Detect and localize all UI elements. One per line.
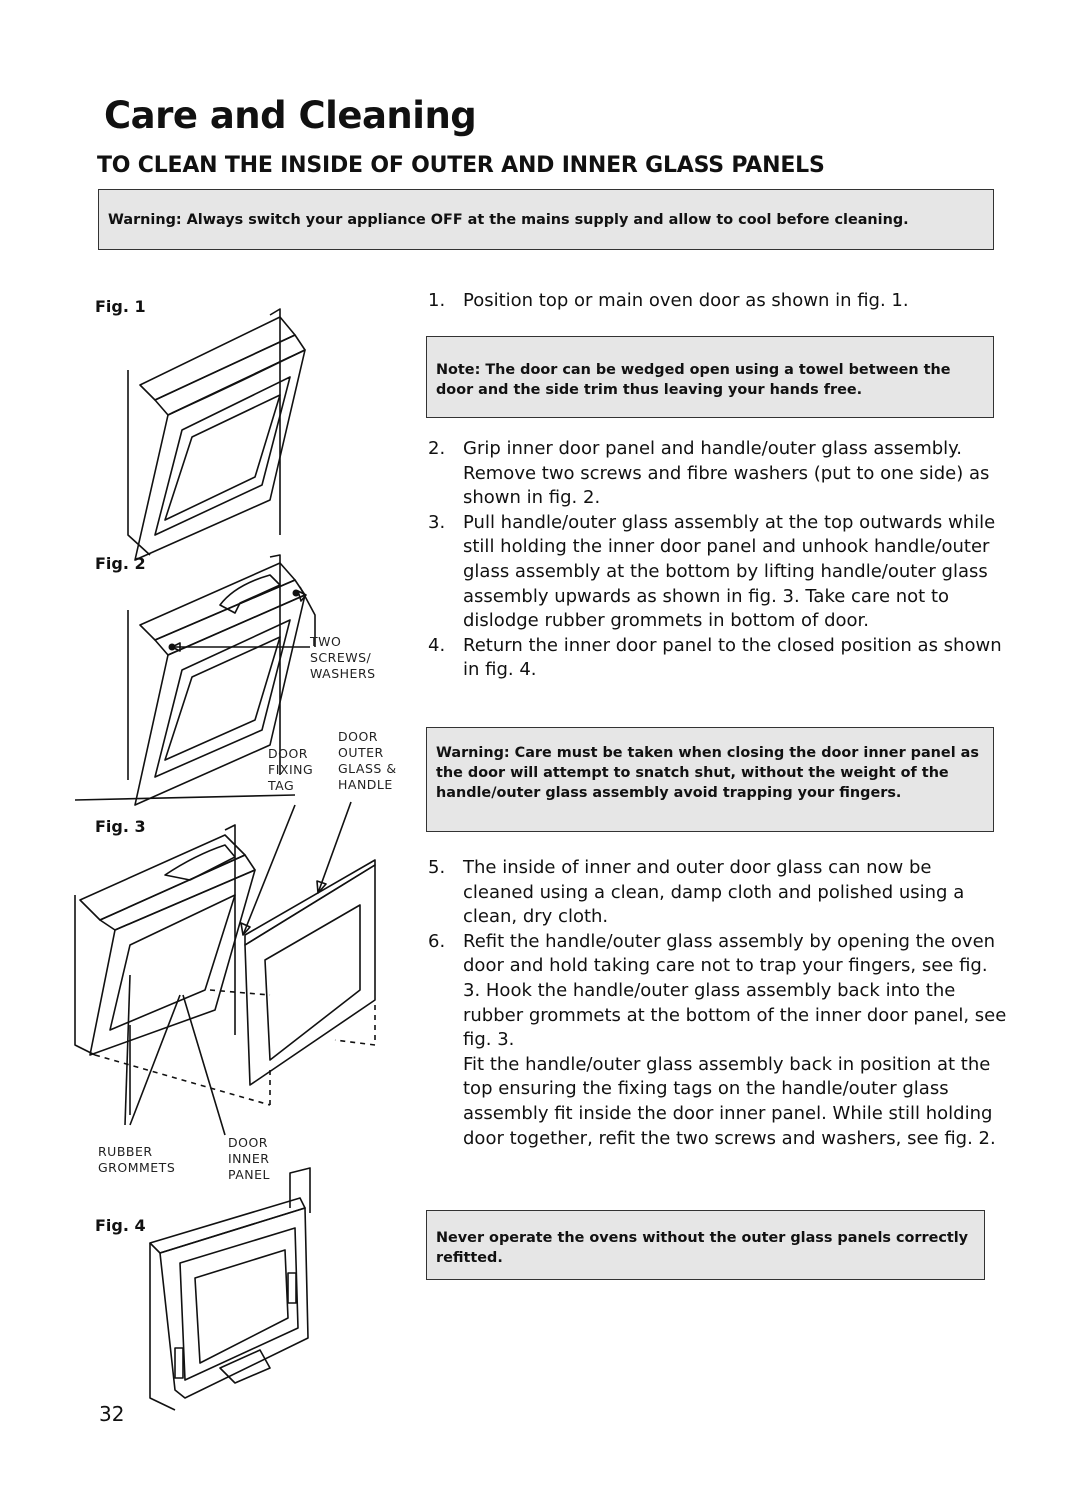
step-number: 5. xyxy=(428,857,446,878)
instruction-step-2 xyxy=(428,437,1018,511)
instruction-steps-group-1 xyxy=(428,289,1028,314)
final-warning-box: Never operate the ovens without the outer glass panels correctly refitted. xyxy=(426,1210,985,1280)
door-inner-panel-callout: DOOR INNER PANEL xyxy=(228,1135,271,1182)
fig-3-illustration xyxy=(75,795,395,1135)
rubber-grommets-callout: RUBBER GROMMETS xyxy=(98,1144,176,1175)
fig-4-label: Fig. 4 xyxy=(95,1216,146,1235)
step-number: 1. xyxy=(428,290,446,311)
step-text: Pull handle/outer glass assembly at the top outwards while still holding the inner door panel and unhook handle/outer glass assembly at the bottom by lifting handle/outer glass assembly upwards as shown in fig. 3. Take care not to dislodge rubber grommets in bottom of door. xyxy=(463,511,996,632)
instruction-steps-group-2 xyxy=(428,437,1018,683)
instruction-step-1 xyxy=(428,289,1028,314)
step-text: The inside of inner and outer door glass can now be cleaned using a clean, damp cloth and polished using a clean, dry cloth. xyxy=(463,857,965,928)
note-box: Note: The door can be wedged open using a towel between the door and the side trim thus leaving your hands free. xyxy=(426,336,994,418)
step-text: Grip inner door panel and handle/outer glass assembly. Remove two screws and fibre washers (put to one side) as shown in fig. 2. xyxy=(463,438,990,509)
instruction-step-3 xyxy=(428,511,1018,634)
door-outer-glass-callout: DOOR OUTER GLASS & HANDLE xyxy=(338,729,397,792)
fig-2-label: Fig. 2 xyxy=(95,554,146,573)
fig-1-illustration xyxy=(120,305,320,575)
step-number: 3. xyxy=(428,511,446,533)
step-text: Refit the handle/outer glass assembly by opening the oven door and hold taking care not to trap your fingers, see fig. 3. Hook the handle/outer glass assembly back into the rubber grommets at the bottom of the inner door panel, see fig. 3. xyxy=(463,930,1007,1051)
instruction-step-4 xyxy=(428,634,1018,683)
step-text-continued: Fit the handle/outer glass assembly back in position at the top ensuring the fixing tags on the handle/outer glass assembly fit inside the door inner panel. While still holding door together, refit the two screws and washers, see fig. 2. xyxy=(463,1053,996,1149)
door-fixing-tag-callout: DOOR FIXING TAG xyxy=(268,746,314,793)
warning-box: Warning: Care must be taken when closing the door inner panel as the door will attempt to snatch shut, without the weight of the handle/outer glass assembly avoid trapping your fingers. xyxy=(426,727,994,832)
page-number: 32 xyxy=(99,1402,125,1426)
step-number: 2. xyxy=(428,438,446,459)
two-screws-callout: TWO SCREWS/ WASHERS xyxy=(310,634,376,681)
fig-4-illustration xyxy=(140,1168,340,1418)
instruction-step-5 xyxy=(428,856,1008,930)
step-text: Return the inner door panel to the closed position as shown in fig. 4. xyxy=(463,634,1002,681)
step-number: 4. xyxy=(428,634,446,656)
step-text: Position top or main oven door as shown in fig. 1. xyxy=(463,290,909,311)
fig-1-label: Fig. 1 xyxy=(95,297,146,316)
warning-banner: Warning: Always switch your appliance OFF at the mains supply and allow to cool before cleaning. xyxy=(98,189,994,250)
fig-3-label: Fig. 3 xyxy=(95,817,146,836)
instruction-steps-group-3 xyxy=(428,856,1008,1151)
section-heading: TO CLEAN THE INSIDE OF OUTER AND INNER GLASS PANELS xyxy=(97,153,825,178)
step-number: 6. xyxy=(428,930,446,952)
page-title: Care and Cleaning xyxy=(104,94,477,137)
instruction-step-6 xyxy=(428,930,1008,1151)
